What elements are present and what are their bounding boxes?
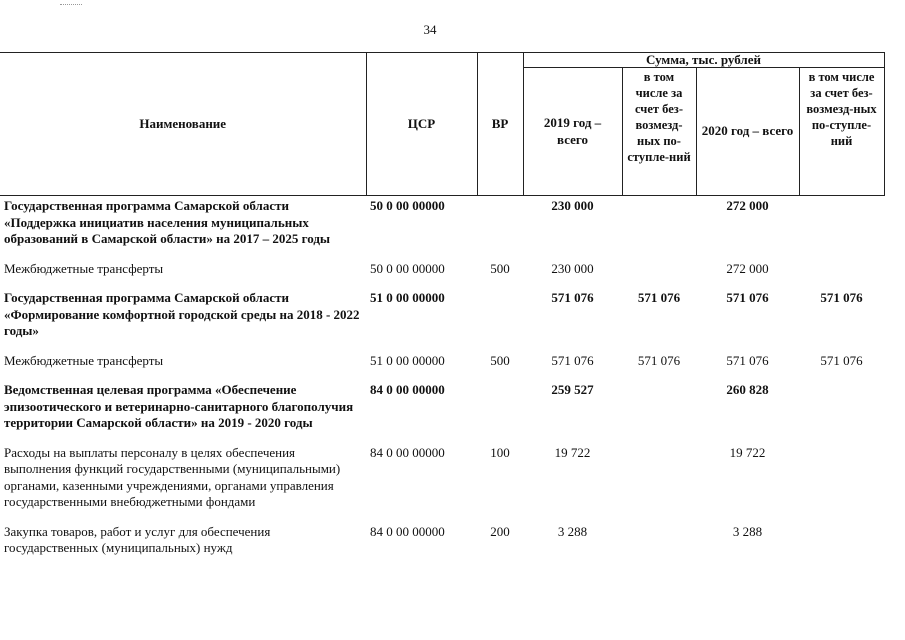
row-2019-grants (622, 196, 696, 259)
table-row (0, 351, 884, 381)
header-vr: ВР (477, 53, 523, 196)
row-2019-grants (622, 259, 696, 289)
row-2019-grants: 571 076 (637, 290, 681, 305)
row-2019-total: 571 076 (551, 290, 594, 305)
table-row (0, 196, 884, 259)
table-row (0, 443, 884, 522)
table-row (0, 522, 884, 568)
table-row (0, 288, 884, 351)
header-2019-total: 2019 год – всего (523, 68, 622, 196)
row-vr: 500 (490, 352, 510, 368)
header-csr: ЦСР (366, 53, 477, 196)
row-name: Закупка товаров, работ и услуг для обеспечения государственных (муниципальных) нужд (4, 523, 271, 555)
row-name: Государственная программа Самарской области «Формирование комфортной городской среды на 2018 - 2022 годы» (4, 290, 360, 338)
row-2019-total: 230 000 (551, 260, 594, 276)
header-2020-total: 2020 год – всего (696, 68, 799, 196)
page-number: 34 (423, 22, 437, 37)
row-2019-grants (622, 522, 696, 568)
row-2019-total: 571 076 (551, 352, 594, 368)
row-2019-total: 3 288 (557, 523, 588, 539)
row-2020-grants: 571 076 (820, 352, 863, 368)
row-csr: 84 0 00 00000 (370, 382, 445, 397)
row-csr: 50 0 00 00000 (370, 198, 445, 213)
row-2020-grants (799, 443, 884, 522)
row-csr: 51 0 00 00000 (370, 352, 445, 368)
row-2020-grants (799, 522, 884, 568)
table-row (0, 259, 884, 289)
row-2020-total: 3 288 (732, 523, 763, 539)
header-sum-group: Сумма, тыс. рублей (523, 53, 884, 68)
row-vr (477, 288, 523, 351)
table-header (0, 53, 884, 196)
row-2019-grants (622, 443, 696, 522)
row-vr (477, 380, 523, 443)
row-2020-total: 272 000 (726, 260, 769, 276)
row-2020-total: 571 076 (726, 290, 769, 305)
row-2020-grants (799, 259, 884, 289)
row-2020-grants (799, 380, 884, 443)
row-name: Межбюджетные трансферты (4, 260, 164, 276)
row-csr: 50 0 00 00000 (370, 260, 445, 276)
row-2020-total: 571 076 (726, 352, 769, 368)
row-vr: 200 (490, 523, 510, 539)
row-2020-total: 272 000 (726, 198, 769, 213)
row-2020-grants: 571 076 (820, 290, 863, 305)
row-name: Ведомственная целевая программа «Обеспечение эпизоотического и ветеринарно-санитарного благополучия территории Самарской области» на 2019 - 2020 годы (4, 382, 354, 430)
header-2019-grants: в том числе за счет без-возмезд-ных по-ступле-ний (622, 68, 696, 196)
row-name: Расходы на выплаты персоналу в целях обеспечения выполнения функций государственными (муниципальными) органами, казенными учреждениями, органами управления государственными внебюджетными фондами (4, 444, 341, 509)
row-csr: 51 0 00 00000 (370, 290, 445, 305)
budget-table (0, 52, 885, 568)
row-2020-total: 260 828 (726, 382, 769, 397)
row-csr: 84 0 00 00000 (370, 523, 445, 539)
header-name: Наименование (0, 53, 366, 196)
row-vr: 500 (490, 260, 510, 276)
row-csr: 84 0 00 00000 (370, 444, 445, 460)
row-name: Межбюджетные трансферты (4, 352, 164, 368)
header-2020-grants: в том числе за счет без-возмезд-ных по-ступле-ний (799, 68, 884, 196)
row-2020-grants (799, 196, 884, 259)
row-name: Государственная программа Самарской области «Поддержка инициатив населения муниципальных образований в Самарской области» на 2017 – 2025 годы (4, 198, 331, 246)
row-2019-grants (622, 380, 696, 443)
row-2019-grants: 571 076 (637, 352, 681, 368)
row-2019-total: 230 000 (551, 198, 594, 213)
table-row (0, 380, 884, 443)
table-body (0, 196, 884, 568)
row-2019-total: 259 527 (551, 382, 594, 397)
row-2020-total: 19 722 (729, 444, 766, 460)
scan-mark (60, 4, 82, 5)
row-vr: 100 (490, 444, 510, 460)
row-2019-total: 19 722 (554, 444, 591, 460)
row-vr (477, 196, 523, 259)
